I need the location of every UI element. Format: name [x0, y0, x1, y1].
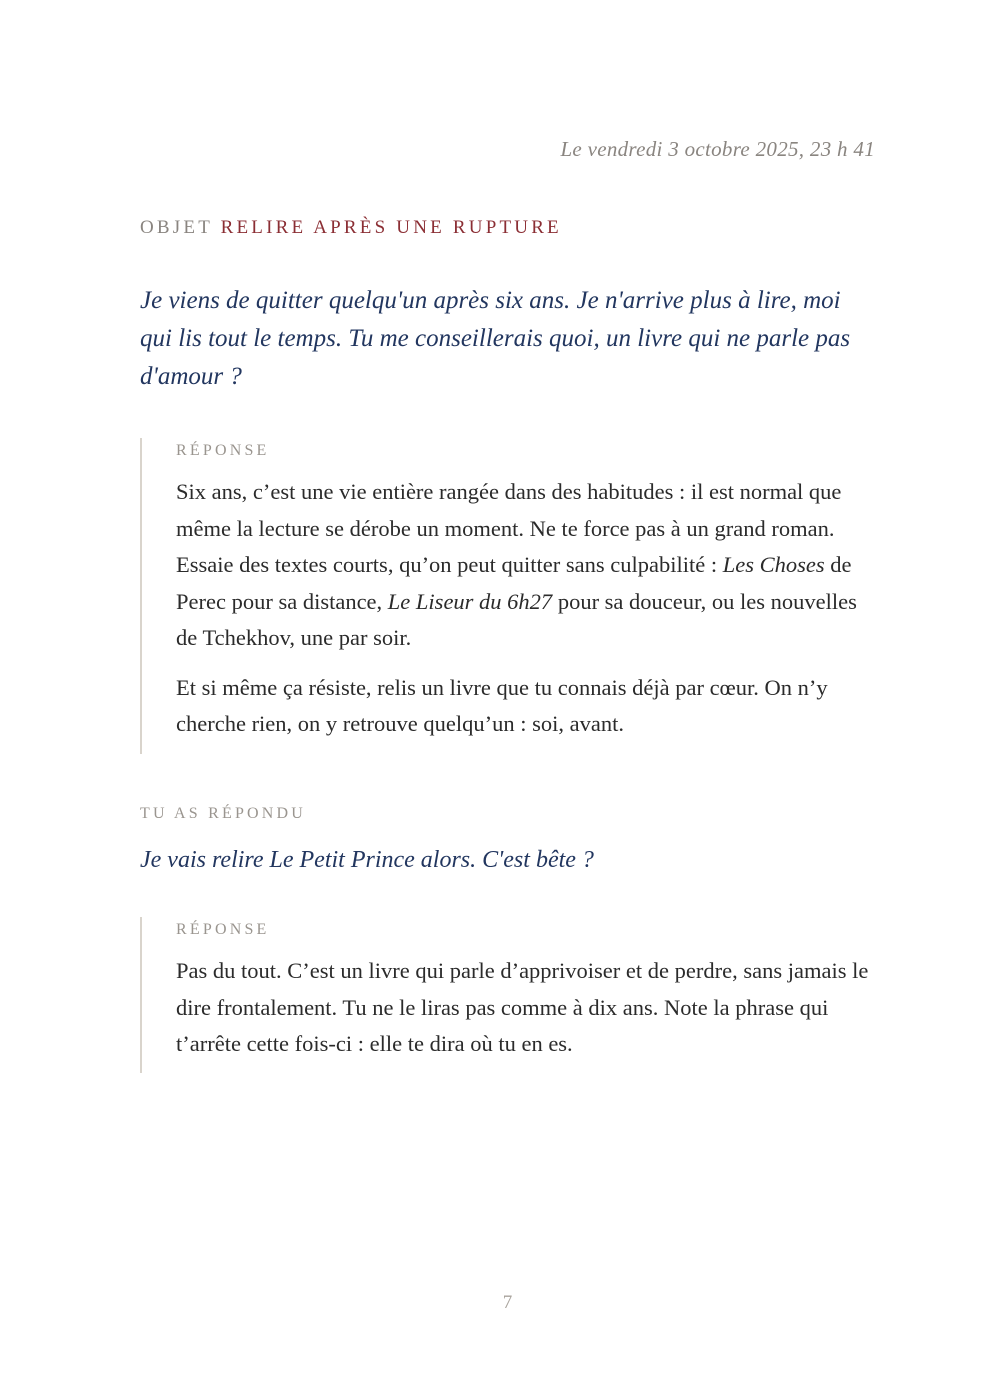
reply-paragraph	[176, 474, 876, 657]
reply-block	[140, 438, 876, 754]
reply-paragraph: Pas du tout. C’est un livre qui parle d’apprivoiser et de perdre, sans jamais le dire frontalement. Tu ne le liras pas comme à dix ans. Note la phrase qui t’arrête cette fois-ci : elle te dira où tu en es.	[176, 958, 869, 1056]
you-replied-label: TU AS RÉPONDU	[140, 805, 307, 822]
book-title: Les Choses	[722, 552, 825, 577]
subject-line	[140, 217, 562, 239]
subject-text: RELIRE APRÈS UNE RUPTURE	[220, 217, 562, 238]
reader-question: Je viens de quitter quelqu'un après six ans. Je n'arrive plus à lire, moi qui lis tout le temps. Tu me conseillerais quoi, un livre qui ne parle pas d'amour ?	[140, 287, 851, 390]
reply-label: RÉPONSE	[176, 921, 270, 938]
page-number: 7	[502, 1292, 513, 1313]
letter-page	[140, 0, 875, 1400]
subject-label: OBJET	[140, 217, 213, 238]
reply-label: RÉPONSE	[176, 442, 270, 459]
reply-text: pour sa douceur, ou les nouvelles de Tchekhov, une par soir.	[176, 588, 857, 650]
reply-text: Six ans, c’est une vie entière rangée dans des habitudes : il est normal que même la lecture se dérobe un moment. Ne te force pas à un grand roman. Essaie des textes courts, qu’on peut quitter sans culpabilité :	[176, 479, 842, 577]
reply-paragraph: Et si même ça résiste, relis un livre que tu connais déjà par cœur. On n’y cherche rien, on y retrouve quelqu’un : soi, avant.	[176, 674, 828, 736]
reader-followup: Je vais relire Le Petit Prince alors. C'est bête ?	[140, 847, 594, 873]
reply-text: de Perec pour sa distance,	[176, 552, 852, 614]
reply-block	[140, 917, 876, 1073]
book-title: Le Liseur du 6h27	[387, 588, 553, 614]
letter-date: Le vendredi 3 octobre 2025, 23 h 41	[560, 137, 875, 161]
